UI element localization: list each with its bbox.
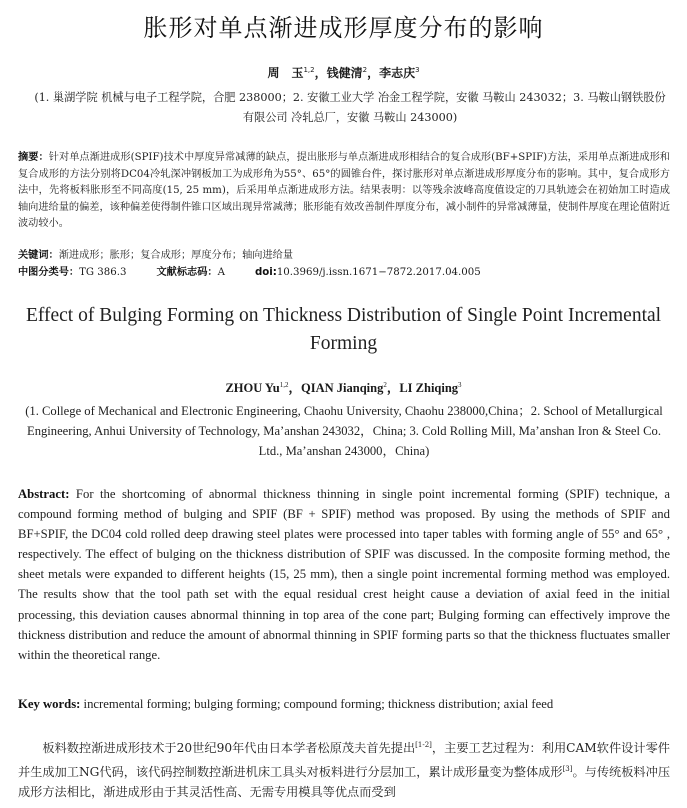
author-name: 周 玉: [267, 66, 304, 80]
abstract-label: Abstract:: [18, 487, 70, 501]
citation[interactable]: [3]: [562, 764, 573, 773]
clc-label: 中图分类号：: [18, 267, 80, 278]
abstract-text: 针对单点渐进成形(SPIF)技术中厚度异常减薄的缺点，提出胀形与单点渐进成形相结合的复合成形(BF+SPIF)方法，采用单点渐进成形和复合成形的方法分别将DC04冷轧深冲钢板加工为成形角为55°、65°的圆锥台件，探讨胀形对单点渐进成形厚度分布的影响。其中，复合成形方法中，先将板料胀形至不同高度(15, 25 mm)，后采用单点渐进成形方法。结果表明：以等残余波峰高度值设定的刀具轨迹会在初始加工时造成轴向进给量的偏差，该种偏差使得制件锥口区域出现异常减薄；胀形能有效改善制件厚度分布，减小制件的异常减薄量，使制件厚度在理论值附近波动较小。: [18, 152, 670, 230]
chinese-title: 胀形对单点渐进成形厚度分布的影响: [143, 14, 544, 42]
english-authors: [0, 378, 687, 396]
english-keywords: [18, 694, 670, 714]
author-name: ，QIAN Jianqing: [288, 381, 384, 395]
chinese-keywords: [18, 248, 670, 264]
doi-value: 10.3969/j.issn.1671−7872.2017.04.005: [276, 267, 481, 278]
abstract-label: 摘要：: [18, 152, 49, 163]
paragraph-text: 板料数控渐进成形技术于20世纪90年代由日本学者松原茂夫首先提出: [42, 741, 416, 756]
author-affil-mark: 2: [362, 66, 368, 74]
paragraph-text: 。与传统板料冲压成形方法相比，渐进成形由于其灵活性高、无需专用模具等优点而受到: [18, 764, 671, 800]
chinese-affiliation: (1. 巢湖学院 机械与电子工程学院，合肥 238000；2. 安徽工业大学 冶金工程学院，安徽 马鞍山 243032；3. 马鞍山钢铁股份有限公司 冷轧总厂，安徽 马鞍山 243000): [34, 91, 666, 124]
chinese-authors: [0, 64, 687, 81]
keywords-text: 渐进成形；胀形；复合成形；厚度分布；轴向进给量: [58, 250, 294, 261]
keywords-label: 关键词：: [18, 250, 59, 261]
author-affil-mark: 3: [458, 380, 462, 389]
keywords-label: Key words:: [18, 697, 81, 711]
keywords-text: incremental forming; bulging forming; compound forming; thickness distribution; axial feed: [83, 697, 554, 711]
author-affil-mark: 2: [383, 380, 387, 389]
doccode-label: 文献标志码：: [156, 267, 218, 278]
author-name: ，李志庆: [367, 66, 416, 80]
author-affil-mark: 3: [415, 66, 420, 74]
chinese-abstract: [18, 150, 670, 233]
clc-value: TG 386.3: [79, 267, 127, 278]
author-affil-mark: 1,2: [279, 380, 289, 389]
citation[interactable]: [1-2]: [415, 741, 432, 749]
english-abstract: [18, 484, 670, 665]
english-affiliation: (1. College of Mechanical and Electronic Engineering, Chaohu University, Chaohu 238000,China；2. School of Metallurgical Engineering, Anhui University of Technology, Ma’anshan 243032，China; 3. Cold Rolling Mill, Ma’anshan Iron & Steel Co. Ltd., Ma’anshan 243000，China): [25, 404, 663, 458]
body-paragraph: [18, 735, 670, 803]
english-title: Effect of Bulging Forming on Thickness Distribution of Single Point Incremental Forming: [25, 305, 662, 354]
author-name: ，钱健清: [314, 66, 363, 80]
doccode-value: A: [217, 267, 225, 278]
chinese-metadata: [18, 265, 670, 281]
abstract-text: For the shortcoming of abnormal thickness thinning in single point incremental forming (SPIF) technique, a compound forming method of bulging and SPIF (BF + SPIF) method was proposed. By using the methods of SPIF and BF+SPIF, the DC04 cold rolled deep drawing steel plates were processed into taper tables with forming angle of 55° and 65° , respectively. The effect of bulging on the thickness distribution of SPIF was discussed. In the composite forming method, the sheet metals were expanded to different heights (15, 25 mm), then a single point incremental forming method was employed. The results show that the tool path set with the equal residual crest height cause a deviation of axial feed in the initial processing, this deviation causes abnormal thinning in top area of the cone part; Bulging forming can effectively improve the thickness distribution and reduce the amount of abnormal thinning in SPIF forming parts so that the thickness fluctuates smaller within the theoretical range.: [18, 487, 670, 662]
paragraph-text: ，主要工艺过程为：利用CAM软件设计零件并生成加工NG代码，该代码控制数控渐进机床工具头对板料进行分层加工，累计成形量变为整体成形: [18, 741, 670, 779]
author-name: ，LI Zhiqing: [386, 381, 459, 395]
author-name: ZHOU Yu: [225, 381, 280, 395]
author-affil-mark: 1,2: [303, 66, 315, 74]
doi-label: doi:: [254, 267, 277, 278]
